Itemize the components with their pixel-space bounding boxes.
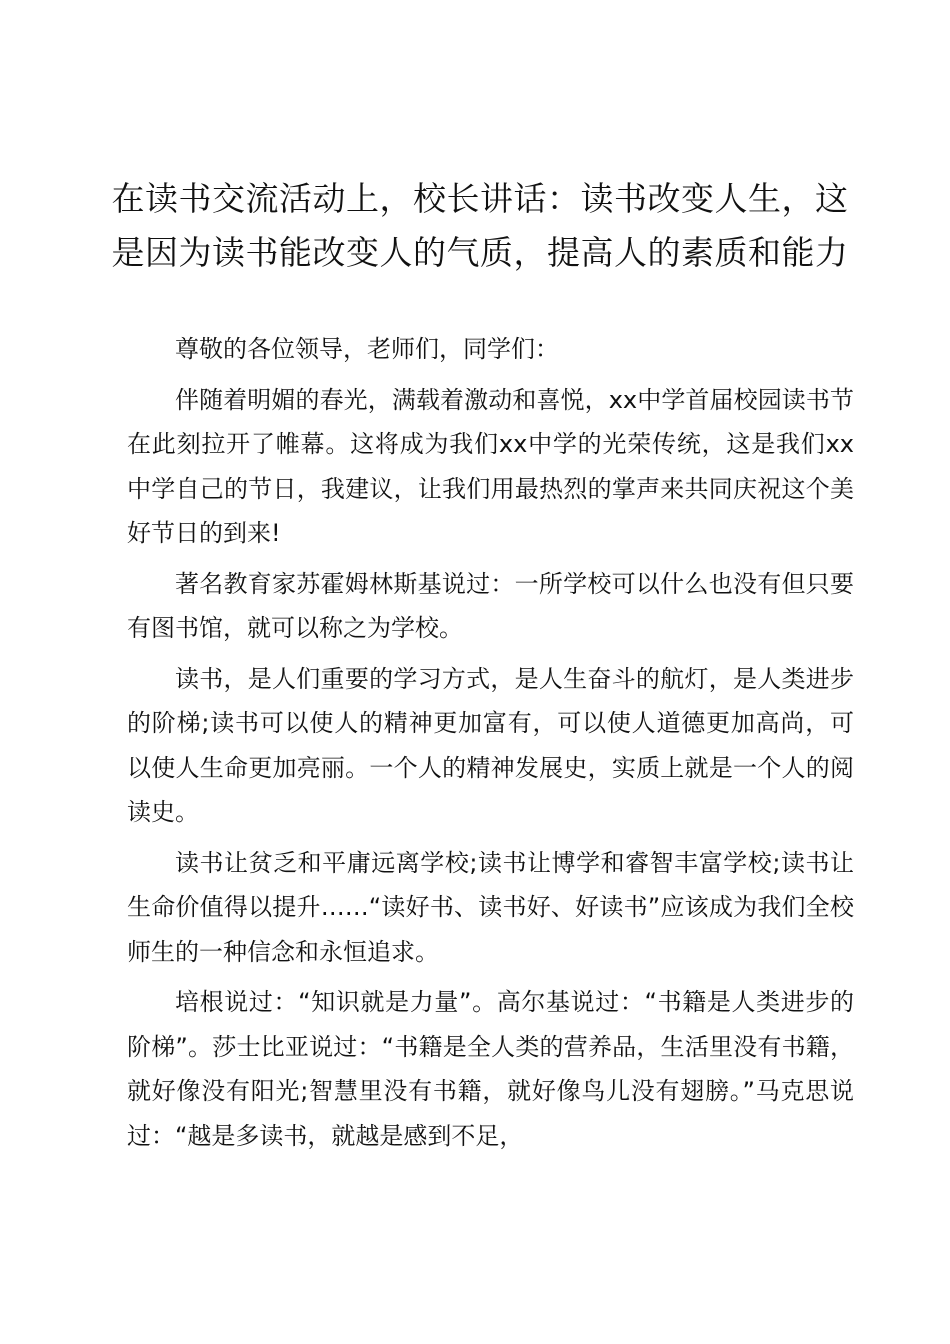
paragraph-opening: 伴随着明媚的春光，满载着激动和喜悦，xx中学首届校园读书节在此刻拉开了帷幕。这将成为我们xx中学的光荣传统，这是我们xx中学自己的节日，我建议，让我们用最热烈的掌声来共同庆祝这个美好节日的到来! bbox=[127, 385, 854, 547]
paragraph-quote-sukhomlinsky: 著名教育家苏霍姆林斯基说过：一所学校可以什么也没有但只要有图书馆，就可以称之为学校。 bbox=[127, 569, 854, 642]
paragraph-famous-quotes: 培根说过：“知识就是力量”。高尔基说过：“书籍是人类进步的阶梯”。莎士比亚说过：“书籍是全人类的营养品，生活里没有书籍，就好像没有阳光;智慧里没有书籍，就好像鸟儿没有翅膀。”马克思说过：“越是多读书，就越是感到不足， bbox=[127, 988, 854, 1150]
document-body bbox=[127, 327, 854, 1164]
paragraph-salutation: 尊敬的各位领导，老师们，同学们： bbox=[175, 335, 559, 363]
paragraph-reading-benefits: 读书让贫乏和平庸远离学校;读书让博学和睿智丰富学校;读书让生命价值得以提升……“读好书、读书好、好读书”应该成为我们全校师生的一种信念和永恒追求。 bbox=[127, 848, 854, 966]
document-title: 在读书交流活动上，校长讲话：读书改变人生，这是因为读书能改变人的气质，提高人的素质和能力 bbox=[111, 179, 849, 272]
paragraph-reading-importance: 读书，是人们重要的学习方式，是人生奋斗的航灯，是人类进步的阶梯;读书可以使人的精神更加富有，可以使人道德更加高尚，可以使人生命更加亮丽。一个人的精神发展史，实质上就是一个人的阅读史。 bbox=[127, 664, 854, 826]
